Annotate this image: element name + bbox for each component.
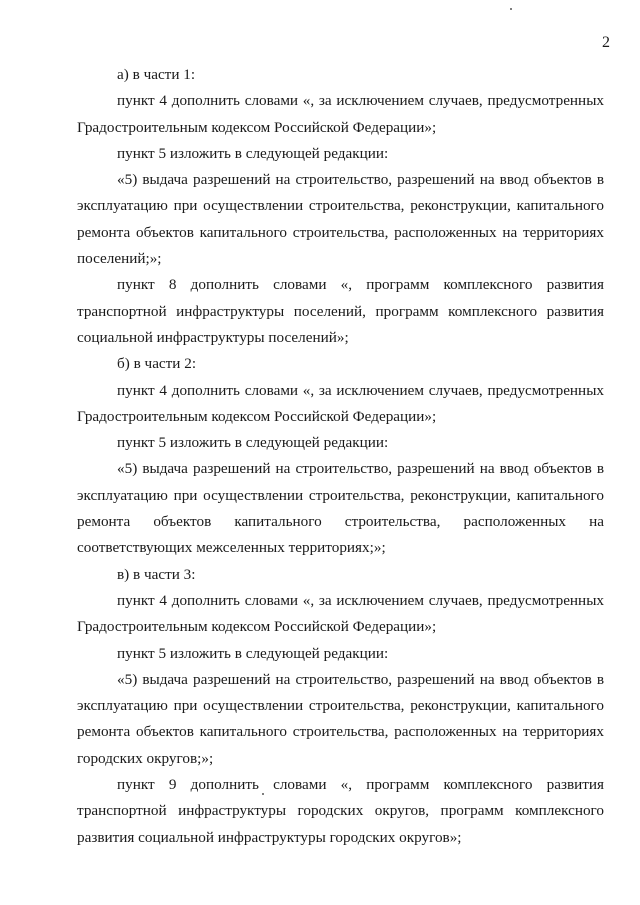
page-number: 2 <box>602 34 610 51</box>
paragraph: «5) выдача разрешений на строительство, разрешений на ввод объектов в эксплуатацию при осуществлении строительства, реконструкции, капитального ремонта объектов капитального строительства, расположенных на соответствующих межселенных территориях;»; <box>77 460 604 557</box>
paragraph: пункт 4 дополнить словами «, за исключением случаев, предусмотренных Градостроительным кодексом Российской Федерации»; <box>77 591 604 636</box>
paragraph: пункт 4 дополнить словами «, за исключением случаев, предусмотренных Градостроительным кодексом Российской Федерации»; <box>77 92 604 136</box>
document-body <box>77 62 604 851</box>
paragraph: пункт 4 дополнить словами «, за исключением случаев, предусмотренных Градостроительным кодексом Российской Федерации»; <box>77 381 604 425</box>
paragraph: а) в части 1: <box>117 66 196 83</box>
paragraph: пункт 5 изложить в следующей редакции: <box>117 644 389 662</box>
paragraph: б) в части 2: <box>117 355 197 373</box>
paragraph: в) в части 3: <box>117 565 196 583</box>
paragraph: «5) выдача разрешений на строительство, разрешений на ввод объектов в эксплуатацию при осуществлении строительства, реконструкции, капитального ремонта объектов капитального строительства, расположенных на территориях городских округов;»; <box>77 670 604 767</box>
paragraph: пункт 5 изложить в следующей редакции: <box>117 144 389 162</box>
paragraph: пункт 8 дополнить словами «, программ комплексного развития транспортной инфраструктуры поселений, программ комплексного развития социальной инфраструктуры поселений»; <box>77 276 604 346</box>
paragraph: «5) выдача разрешений на строительство, разрешений на ввод объектов в эксплуатацию при осуществлении строительства, реконструкции, капитального ремонта объектов капитального строительства, расположенных на территориях поселений;»; <box>77 171 604 268</box>
paragraph: пункт 5 изложить в следующей редакции: <box>117 434 389 452</box>
paragraph: пункт 9 дополнить словами «, программ комплексного развития транспортной инфраструктуры городских округов, программ комплексного развития социальной инфраструктуры городских округов»; <box>77 776 604 846</box>
scan-speck <box>510 8 512 10</box>
